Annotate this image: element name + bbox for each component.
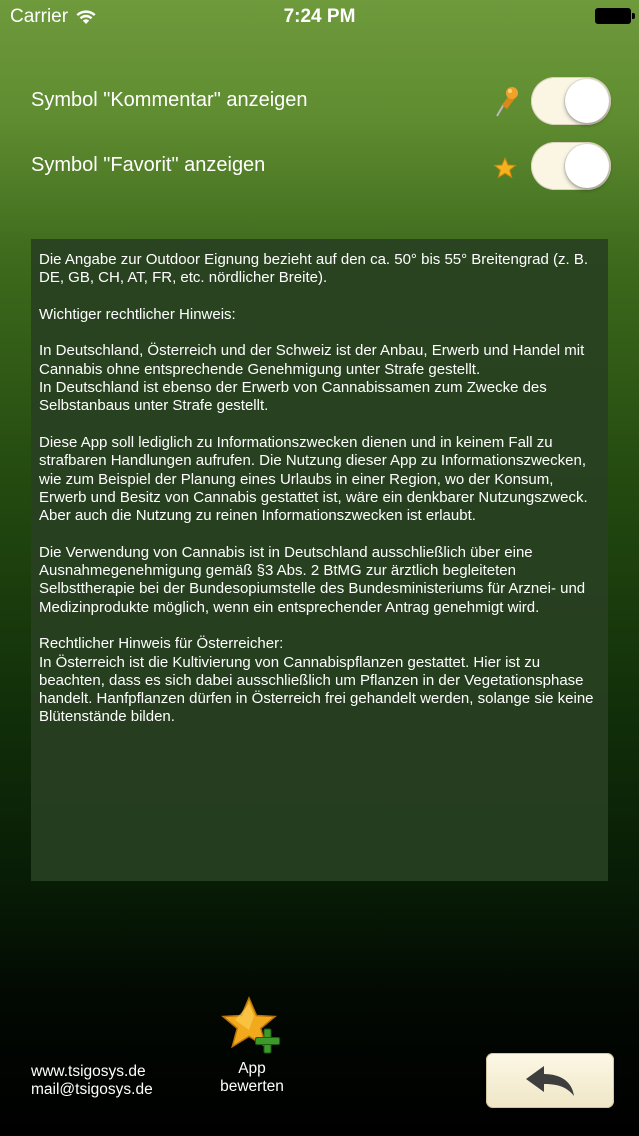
info-paragraph-purpose: Diese App soll lediglich zu Informationszwecken dienen und in keinem Fall zu strafbaren Handlungen aufrufen. Die Nutzung dieser App zu Informationszwecken, wie zum Beispiel der Planung eines Urlaubs in einer Region, wo der Konsum, Erwerb und Besitz von Cannabis gestattet ist, wäre ein denkbarer Nutzungszweck. Aber auch die Nutzung zu reinen Informationszwecken ist erlaubt. xyxy=(39,433,588,525)
info-heading-legal: Wichtiger rechtlicher Hinweis: xyxy=(39,305,236,323)
setting-row-comment xyxy=(31,77,611,127)
favorite-toggle[interactable] xyxy=(531,142,611,190)
contact-info xyxy=(31,1063,153,1099)
carrier-label: Carrier xyxy=(10,6,69,27)
info-paragraph-seeds: In Deutschland ist ebenso der Erwerb von Cannabissamen zum Zwecke des Selbstanbaus unter Strafe gestellt. xyxy=(39,379,547,415)
info-heading-austria: Rechtlicher Hinweis für Österreicher: xyxy=(39,635,284,653)
toggle-knob xyxy=(565,144,609,188)
legal-info-panel xyxy=(31,239,608,881)
rate-app-button[interactable] xyxy=(212,996,292,1096)
pushpin-icon xyxy=(491,85,519,119)
setting-label-favorite: Symbol "Favorit" anzeigen xyxy=(31,154,266,176)
battery-icon xyxy=(595,8,631,24)
comment-toggle[interactable] xyxy=(531,77,611,125)
star-icon xyxy=(491,150,519,184)
info-paragraph-latitude: Die Angabe zur Outdoor Eignung bezieht auf den ca. 50° bis 55° Breitengrad (z. B. DE, GB, CH, AT, FR, etc. nördlicher Breite). xyxy=(39,251,589,287)
toggle-knob xyxy=(565,79,609,123)
status-bar xyxy=(0,0,639,34)
info-paragraph-prohibition: In Deutschland, Österreich und der Schweiz ist der Anbau, Erwerb und Handel mit Cannabis ohne entsprechende Genehmigung unter Strafe gestellt. xyxy=(39,342,585,378)
setting-label-comment: Symbol "Kommentar" anzeigen xyxy=(31,89,308,111)
rate-app-label-line2: bewerten xyxy=(220,1078,284,1095)
clock: 7:24 PM xyxy=(283,6,356,27)
rate-app-label-line1: App xyxy=(238,1060,266,1077)
setting-row-favorite xyxy=(31,142,611,192)
email-link[interactable]: mail@tsigosys.de xyxy=(31,1081,153,1098)
website-link[interactable]: www.tsigosys.de xyxy=(31,1063,146,1080)
info-paragraph-medical: Die Verwendung von Cannabis ist in Deutschland ausschließlich über eine Ausnahmegenehmigung gemäß §3 Abs. 2 BtMG zur ärztlich begleiteten Selbsttherapie bei der Bundesopiumstelle des Bundesministeriums für Arznei- und Medizinprodukte möglich, wenn ein entsprechender Antrag genehmigt wird. xyxy=(39,543,586,616)
star-plus-icon xyxy=(221,996,283,1054)
back-arrow-icon xyxy=(522,1063,578,1099)
rate-app-label xyxy=(212,1060,292,1096)
back-button[interactable] xyxy=(486,1053,614,1108)
info-paragraph-austria: In Österreich ist die Kultivierung von Cannabispflanzen gestattet. Hier ist zu beachten, dass es sich dabei ausschließlich um Pflanzen in der Vegetationsphase handelt. Hanfpflanzen dürfen in Österreich frei gehandelt werden, solange sie keine Blütenstände bilden. xyxy=(39,653,594,726)
